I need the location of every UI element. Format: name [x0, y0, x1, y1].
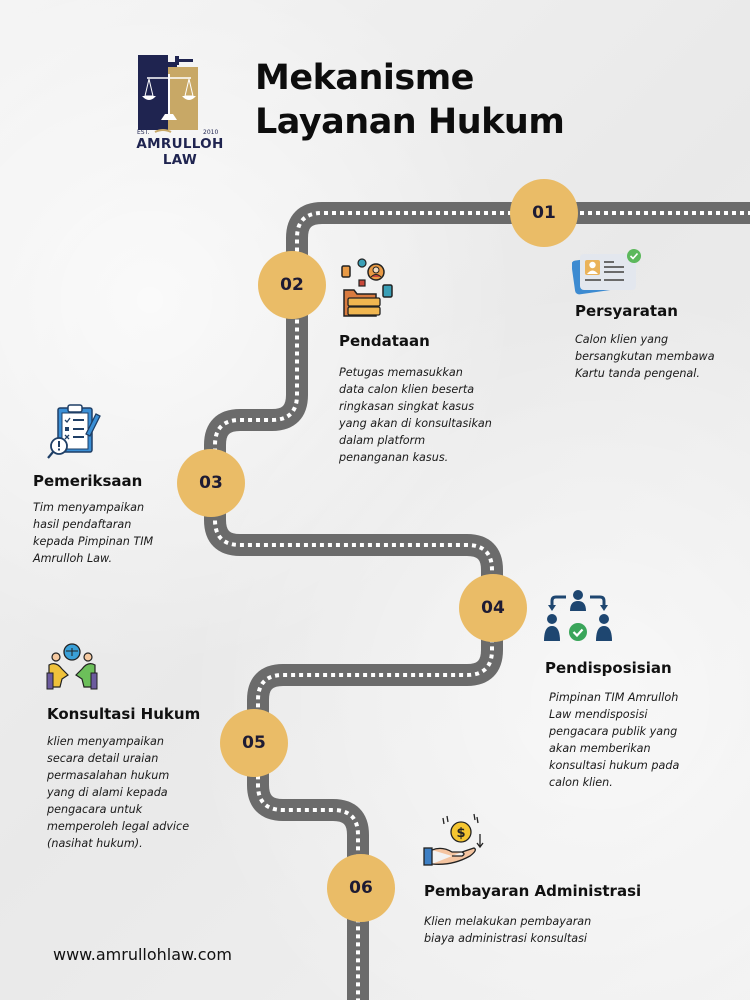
step-badge-03: 03 [177, 449, 245, 517]
step-title-pendataan: Pendataan [339, 332, 430, 350]
title-line-2: Layanan Hukum [255, 102, 565, 142]
logo-est-year: 2010 [203, 129, 219, 136]
desc-line: konsultasi hukum pada [549, 759, 680, 772]
desc-line: Amrulloh Law. [33, 552, 113, 565]
desc-line: ringkasan singkat kasus [339, 400, 475, 413]
step-title-persyaratan: Persyaratan [575, 302, 678, 320]
desc-line: klien menyampaikan [47, 735, 164, 748]
logo-est-label: EST. [137, 129, 150, 136]
desc-line: yang di alami kepada [47, 786, 168, 799]
desc-line: bersangkutan membawa [575, 350, 715, 363]
step-desc-persyaratan [575, 331, 715, 382]
desc-line: secara detail uraian [47, 752, 159, 765]
desc-line: yang akan di konsultasikan [339, 417, 492, 430]
desc-line: Kartu tanda pengenal. [575, 367, 700, 380]
step-title-pemeriksaan: Pemeriksaan [33, 472, 143, 490]
step-badge-05: 05 [220, 709, 288, 777]
team-disposition-icon [544, 589, 612, 643]
desc-line: dalam platform [339, 434, 426, 447]
desc-line: permasalahan hukum [47, 769, 170, 782]
desc-line: kepada Pimpinan TIM [33, 535, 154, 548]
id-card-icon [572, 247, 644, 295]
step-badge-01: 01 [510, 179, 578, 247]
title-line-1: Mekanisme [255, 58, 474, 98]
step-badge-04: 04 [459, 574, 527, 642]
desc-line: Law mendisposisi [549, 708, 648, 721]
clipboard-check-icon [46, 404, 102, 462]
desc-line: pengacara untuk [47, 803, 143, 816]
step-desc-pemeriksaan [33, 499, 153, 567]
svg-text:$: $ [456, 826, 466, 841]
step-desc-konsultasi-hukum [47, 733, 189, 852]
desc-line: calon klien. [549, 776, 613, 789]
desc-line: Calon klien yang [575, 333, 669, 346]
desc-line: data calon klien beserta [339, 383, 475, 396]
step-title-pembayaran-administrasi: Pembayaran Administrasi [424, 882, 642, 900]
website-link[interactable]: www.amrullohlaw.com [53, 945, 232, 964]
step-badge-06: 06 [327, 854, 395, 922]
desc-line: Tim menyampaikan [33, 501, 145, 514]
page-title [255, 56, 564, 144]
desc-line: hasil pendaftaran [33, 518, 132, 531]
step-badge-02: 02 [258, 251, 326, 319]
legal-consultation-icon [46, 643, 98, 691]
desc-line: biaya administrasi konsultasi [424, 932, 588, 945]
desc-line: pengacara publik yang [549, 725, 678, 738]
desc-line: Pimpinan TIM Amrulloh [549, 691, 679, 704]
step-desc-pendataan [339, 364, 492, 466]
desc-line: penanganan kasus. [339, 451, 449, 464]
step-desc-pembayaran-administrasi [424, 913, 591, 947]
payment-hand-coin-icon [422, 812, 484, 868]
desc-line: Klien melakukan pembayaran [424, 915, 592, 928]
desc-line: (nasihat hukum). [47, 837, 143, 850]
desc-line: Petugas memasukkan [339, 366, 463, 379]
step-title-pendisposisian: Pendisposisian [545, 659, 672, 677]
logo-name: AMRULLOH LAW [136, 136, 224, 168]
data-folder-icon [340, 258, 396, 318]
desc-line: memperoleh legal advice [47, 820, 190, 833]
desc-line: akan memberikan [549, 742, 651, 755]
step-title-konsultasi-hukum: Konsultasi Hukum [47, 705, 201, 723]
step-desc-pendisposisian [549, 689, 679, 791]
